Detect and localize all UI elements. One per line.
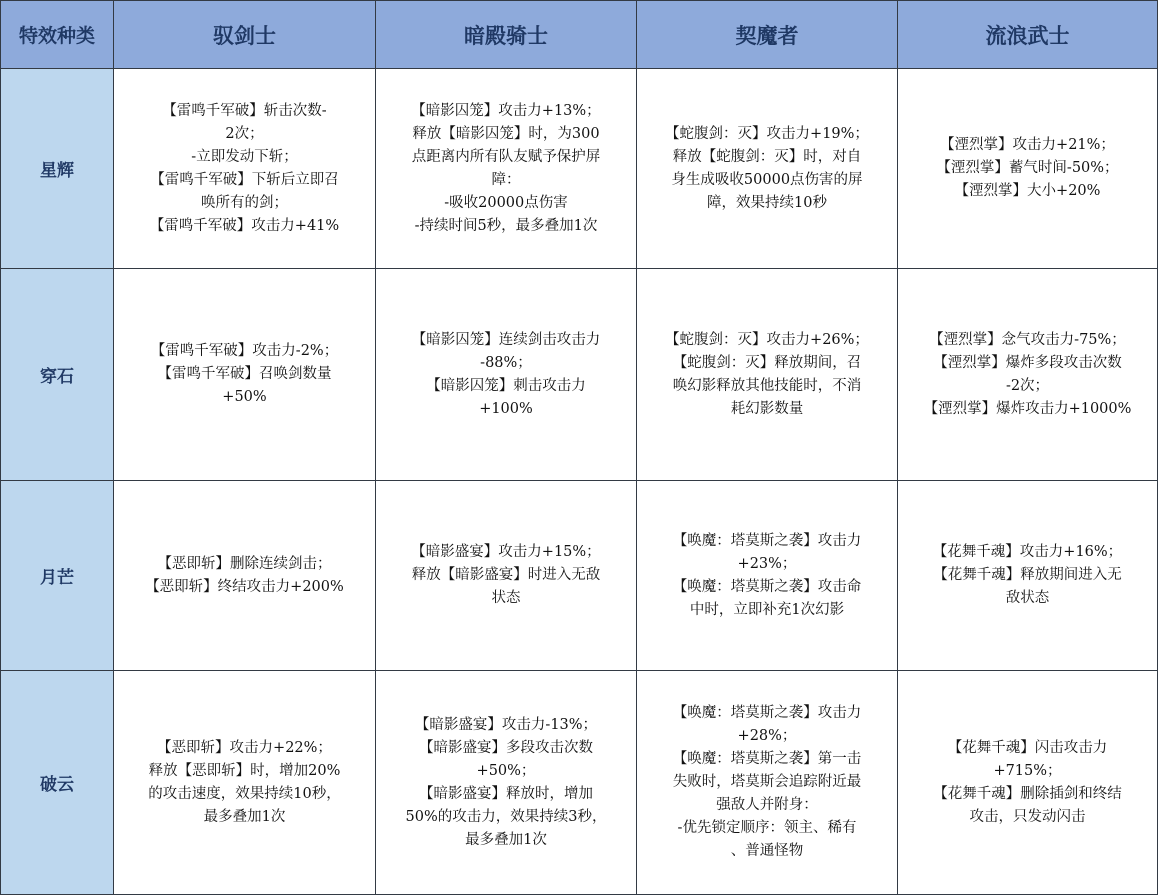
table-row: [1, 69, 1158, 269]
cell-line: +23%；: [737, 555, 797, 572]
cell-line: +50%；: [476, 762, 536, 779]
cell-line: 中时，立即补充1次幻影: [689, 601, 845, 618]
cell-line: 【湮烈掌】爆炸攻击力+1000%: [923, 400, 1132, 417]
cell-line: 【唤魔：塔莫斯之袭】攻击力: [672, 705, 862, 721]
table-row: [1, 481, 1158, 671]
cell-line: 【唤魔：塔莫斯之袭】攻击命: [672, 578, 862, 595]
cell-line: 【暗影盛宴】攻击力-13%；: [414, 716, 598, 733]
cell-line: -持续时间5秒，最多叠加1次: [414, 217, 598, 234]
cell-line: 的攻击速度，效果持续10秒，: [148, 785, 341, 802]
table-cell: [637, 269, 898, 481]
cell-line: 【唤魔：塔莫斯之袭】第一击: [672, 751, 862, 767]
table-cell: [637, 69, 898, 269]
cell-line: -吸收20000点伤害: [444, 194, 568, 211]
header-class-dark-knight: 暗殿骑士: [376, 1, 637, 69]
cell-line: 敌状态: [1005, 590, 1050, 606]
cell-line: 【恶即斩】删除连续剑击；: [157, 555, 332, 572]
cell-line: 【湮烈掌】攻击力+21%；: [940, 137, 1115, 153]
cell-line: 失败时，塔莫斯会追踪附近最: [672, 774, 862, 790]
cell-line: 最多叠加1次: [465, 831, 547, 848]
table-cell: [898, 671, 1158, 895]
cell-line: 释放【蛇腹剑：灭】时，对自: [672, 148, 862, 165]
cell-line: +28%；: [737, 728, 797, 744]
cell-line: -88%；: [480, 354, 532, 371]
cell-line: 【暗影盛宴】攻击力+15%；: [411, 544, 601, 560]
cell-line: 耗幻影数量: [730, 400, 804, 417]
cell-line: -优先锁定顺序：领主、稀有: [677, 820, 857, 836]
table-cell: [898, 269, 1158, 481]
cell-line: -立即发动下斩；: [191, 148, 298, 165]
cell-line: 状态: [491, 590, 521, 606]
cell-line: 【湮烈掌】念气攻击力-75%；: [929, 331, 1126, 348]
cell-line: 2次；: [225, 125, 264, 142]
cell-line: 【花舞千魂】删除插剑和终结: [933, 785, 1122, 802]
cell-line: 【雷鸣千军破】攻击力+41%: [149, 217, 340, 234]
cell-line: 【雷鸣千军破】召唤剑数量: [157, 366, 332, 382]
cell-line: 【恶即斩】攻击力+22%；: [157, 739, 332, 756]
table-cell: [376, 69, 637, 269]
table-cell: [114, 481, 376, 671]
cell-line: +715%；: [993, 762, 1062, 779]
table-cell: [376, 269, 637, 481]
cell-line: -2次；: [1005, 377, 1050, 394]
header-class-demon-pact: 契魔者: [637, 1, 898, 69]
cell-line: 释放【暗影囚笼】时，为300: [412, 125, 600, 142]
cell-line: +50%: [222, 389, 267, 405]
cell-line: 障，效果持续10秒: [707, 194, 827, 211]
cell-line: 障：: [491, 171, 521, 188]
table-row: [1, 671, 1158, 895]
cell-line: 【暗影盛宴】释放时，增加: [419, 785, 593, 802]
cell-line: 【花舞千魂】闪击攻击力: [947, 739, 1108, 756]
header-class-wandering-samurai: 流浪武士: [898, 1, 1158, 69]
cell-line: 【湮烈掌】大小+20%: [954, 183, 1101, 199]
cell-line: 【恶即斩】终结攻击力+200%: [145, 578, 344, 595]
cell-line: 唤所有的剑；: [201, 194, 288, 211]
cell-line: 【蛇腹剑：灭】释放期间，召: [672, 354, 862, 371]
cell-line: 释放【暗影盛宴】时进入无敌: [411, 567, 601, 583]
cell-line: 【暗影盛宴】多段攻击次数: [419, 739, 593, 756]
row-label: 破云: [1, 671, 114, 895]
cell-line: 【湮烈掌】爆炸多段攻击次数: [933, 354, 1122, 371]
row-label: 月芒: [1, 481, 114, 671]
cell-line: 【蛇腹剑：灭】攻击力+26%；: [665, 331, 869, 348]
table-cell: [114, 671, 376, 895]
cell-line: 、普通怪物: [730, 843, 804, 859]
cell-line: 50%的攻击力，效果持续3秒，: [405, 808, 607, 825]
cell-line: 身生成吸收50000点伤害的屏: [671, 171, 863, 188]
cell-line: 【雷鸣千军破】下斩后立即召: [150, 171, 339, 188]
table-cell: [637, 671, 898, 895]
table-cell: [637, 481, 898, 671]
cell-line: 释放【恶即斩】时，增加20%: [148, 762, 341, 779]
cell-line: 【雷鸣千军破】斩击次数-: [162, 102, 327, 119]
cell-line: 【暗影囚笼】连续剑击攻击力: [411, 331, 601, 348]
cell-line: 【雷鸣千军破】攻击力-2%；: [150, 343, 339, 359]
cell-line: 【湮烈掌】蓄气时间-50%；: [936, 160, 1119, 176]
table-cell: [898, 69, 1158, 269]
row-label: 穿石: [1, 269, 114, 481]
cell-line: 强敌人并附身：: [716, 797, 818, 813]
table-cell: [114, 269, 376, 481]
cell-line: 【花舞千魂】释放期间进入无: [933, 567, 1122, 583]
table-cell: [898, 481, 1158, 671]
cell-line: 【唤魔：塔莫斯之袭】攻击力: [672, 532, 862, 549]
cell-line: 点距离内所有队友赋予保护屏: [411, 148, 601, 165]
cell-line: 【蛇腹剑：灭】攻击力+19%；: [665, 125, 869, 142]
cell-line: 攻击，只发动闪击: [969, 808, 1086, 825]
cell-line: 最多叠加1次: [203, 808, 286, 825]
cell-line: +100%: [479, 400, 533, 417]
cell-line: 唤幻影释放其他技能时，不消: [672, 377, 862, 394]
table-cell: [376, 671, 637, 895]
table-cell: [376, 481, 637, 671]
header-row: [1, 1, 1158, 69]
header-class-sword-master: 驭剑士: [114, 1, 376, 69]
cell-line: 【暗影囚笼】刺击攻击力: [426, 377, 586, 394]
cell-line: 【暗影囚笼】攻击力+13%；: [411, 102, 601, 119]
table-row: [1, 269, 1158, 481]
table-cell: [114, 69, 376, 269]
cell-line: 【花舞千魂】攻击力+16%；: [932, 544, 1123, 560]
row-label: 星辉: [1, 69, 114, 269]
header-effect-type: 特效种类: [1, 1, 114, 69]
